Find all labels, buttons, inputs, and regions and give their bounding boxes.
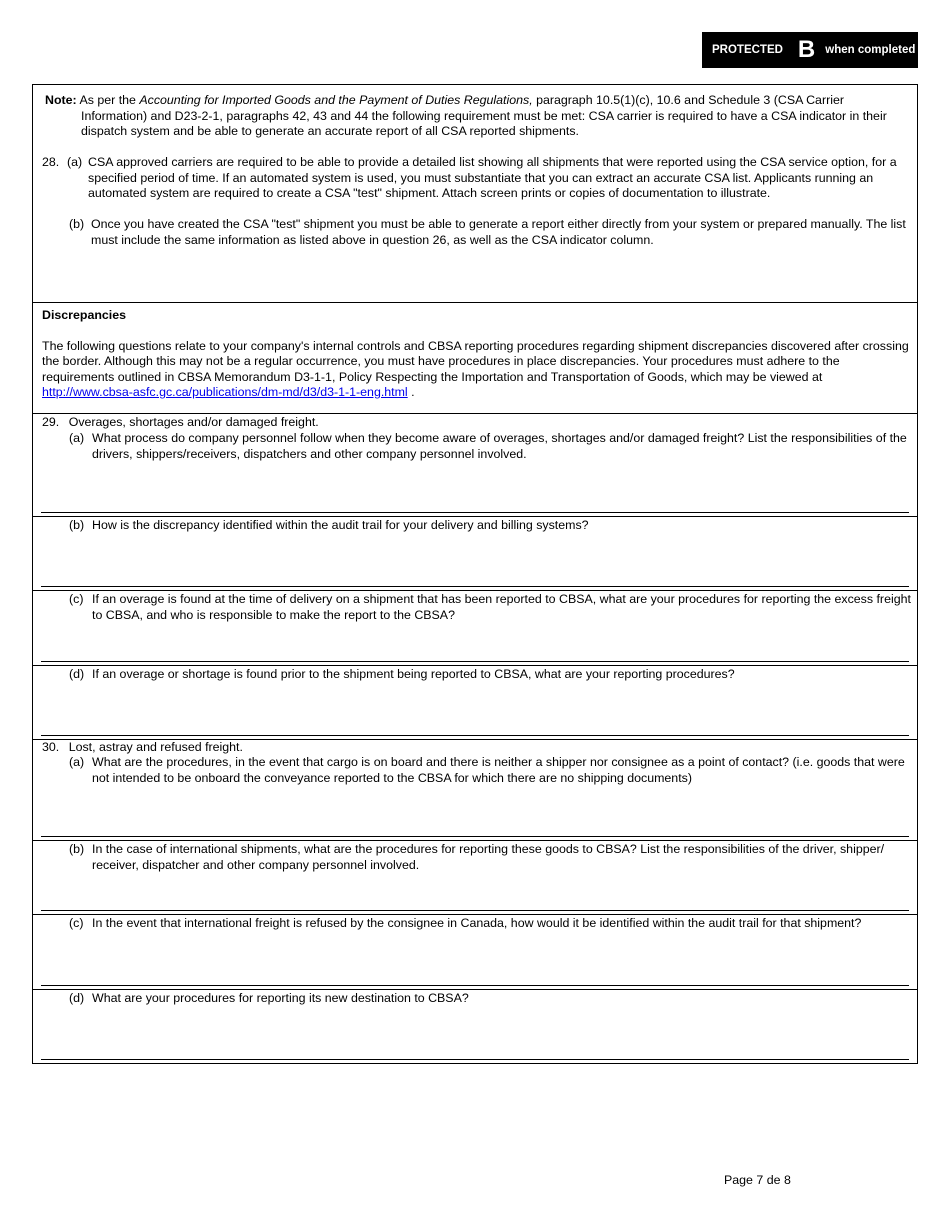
- question-30-title: [42, 740, 912, 756]
- q29a-label: (a): [69, 431, 85, 445]
- question-28b: [69, 217, 913, 248]
- q28-number: 28.: [42, 155, 60, 169]
- q28a-label: (a): [67, 155, 83, 169]
- section-divider: [33, 989, 917, 990]
- section-divider: [33, 516, 917, 517]
- q29b-text: How is the discrepancy identified within the audit trail for your delivery and billing systems?: [92, 518, 589, 532]
- q29b-label: (b): [69, 518, 85, 532]
- q30c-text: In the event that international freight is refused by the consignee in Canada, how would it be identified within the audit trail for that shipment?: [92, 916, 862, 930]
- answer-line-30b[interactable]: [41, 910, 909, 911]
- protected-letter: B: [797, 36, 816, 63]
- form-page: [32, 84, 918, 1064]
- q29c-text: If an overage is found at the time of delivery on a shipment that has been reported to CBSA, what are your procedures for reporting the excess freight to CBSA, and who is responsible to make the report to the CBSA?: [92, 592, 911, 622]
- q28a-text: CSA approved carriers are required to be able to provide a detailed list showing all shipments that were reported using the CSA service option, for a specified period of time. If an automated system is used, you must substantiate that you can extract an accurate CSA list. Applicants running an automated system are required to create a CSA "test" shipment. Attach screen prints or copies of documentation to illustrate.: [88, 155, 897, 200]
- answer-line-30c[interactable]: [41, 985, 909, 986]
- discrepancies-intro: The following questions relate to your company's internal controls and CBSA reporting procedures regarding shipment discrepancies discovered after crossing the border. Although this may not be a regular occurrence, you must have procedures in place discrepancies. Your procedures must adhere to the requirements outlined in CBSA Memorandum D3-1-1, Policy Respecting the Importation and Transportation of Goods, which may be viewed at: [42, 338, 909, 384]
- q30a-label: (a): [69, 755, 85, 769]
- question-29d: [69, 667, 913, 683]
- question-29a: [69, 431, 913, 462]
- note-label: Note:: [45, 93, 77, 107]
- answer-line-29b[interactable]: [41, 586, 909, 587]
- link-suffix: .: [407, 385, 415, 399]
- section-divider: [33, 914, 917, 915]
- question-30c: [69, 916, 913, 932]
- question-30d: [69, 991, 913, 1007]
- section-divider: [33, 590, 917, 591]
- answer-line-29a[interactable]: [41, 512, 909, 513]
- q29c-label: (c): [69, 592, 84, 606]
- discrepancies-heading: Discrepancies: [42, 308, 127, 322]
- q30c-label: (c): [69, 916, 84, 930]
- q30a-text: What are the procedures, in the event that cargo is on board and there is neither a shipper nor consignee as a point of contact? (i.e. goods that were not intended to be onboard the conveyance reported to the CBSA for which there are no shipping documents): [92, 755, 905, 785]
- note-pre: As per the: [79, 93, 140, 107]
- q29-number: 29.: [42, 415, 60, 429]
- protected-suffix: when completed: [825, 44, 916, 56]
- note-block: [45, 93, 907, 140]
- q30d-text: What are your procedures for reporting its new destination to CBSA?: [92, 991, 469, 1005]
- question-30b: [69, 842, 913, 873]
- answer-line-30d[interactable]: [41, 1059, 909, 1060]
- memorandum-link[interactable]: http://www.cbsa-asfc.gc.ca/publications/dm-md/d3/d3-1-1-eng.html: [42, 385, 408, 399]
- protected-label: PROTECTED: [712, 44, 783, 56]
- question-28a: [42, 155, 912, 202]
- q28b-text: Once you have created the CSA "test" shipment you must be able to generate a report either directly from your system or prepared manually. The list must include the same information as listed above in question 26, as well as the CSA indicator column.: [91, 217, 906, 247]
- q30-number: 30.: [42, 740, 60, 754]
- q29-title: Overages, shortages and/or damaged freight.: [68, 415, 319, 429]
- q30d-label: (d): [69, 991, 85, 1005]
- question-29c: [69, 592, 913, 623]
- answer-line-29d[interactable]: [41, 735, 909, 736]
- q28b-label: (b): [69, 217, 85, 231]
- section-divider: [33, 413, 917, 414]
- note-post: paragraph 10.5(1)(c), 10.6 and Schedule 3 (CSA Carrier Information) and D23-2-1, paragraphs 42, 43 and 44 the following requirement must be met: CSA carrier is required to have a CSA indicator in their dispatch system and be able to generate an accurate report of all CSA reported shipments.: [81, 93, 887, 138]
- answer-line-29c[interactable]: [41, 661, 909, 662]
- section-divider: [33, 665, 917, 666]
- q29d-label: (d): [69, 667, 85, 681]
- page-number: Page 7 de 8: [724, 1173, 791, 1187]
- q30-title: Lost, astray and refused freight.: [68, 740, 243, 754]
- q29a-text: What process do company personnel follow when they become aware of overages, shortages and/or damaged freight? List the responsibilities of the drivers, shippers/receivers, dispatchers and other company personnel involved.: [92, 431, 907, 461]
- protected-b-badge: [702, 32, 918, 68]
- question-29-title: [42, 415, 912, 431]
- question-30a: [69, 755, 913, 786]
- discrepancies-block: [42, 308, 910, 401]
- section-divider: [33, 302, 917, 303]
- question-29b: [69, 518, 913, 534]
- q29d-text: If an overage or shortage is found prior to the shipment being reported to CBSA, what are your reporting procedures?: [92, 667, 735, 681]
- note-italic: Accounting for Imported Goods and the Payment of Duties Regulations,: [139, 93, 533, 107]
- q30b-label: (b): [69, 842, 85, 856]
- answer-line-30a[interactable]: [41, 836, 909, 837]
- section-divider: [33, 840, 917, 841]
- q30b-text: In the case of international shipments, what are the procedures for reporting these goods to CBSA? List the responsibilities of the driver, shipper/ receiver, dispatcher and other company personnel involved.: [92, 842, 885, 872]
